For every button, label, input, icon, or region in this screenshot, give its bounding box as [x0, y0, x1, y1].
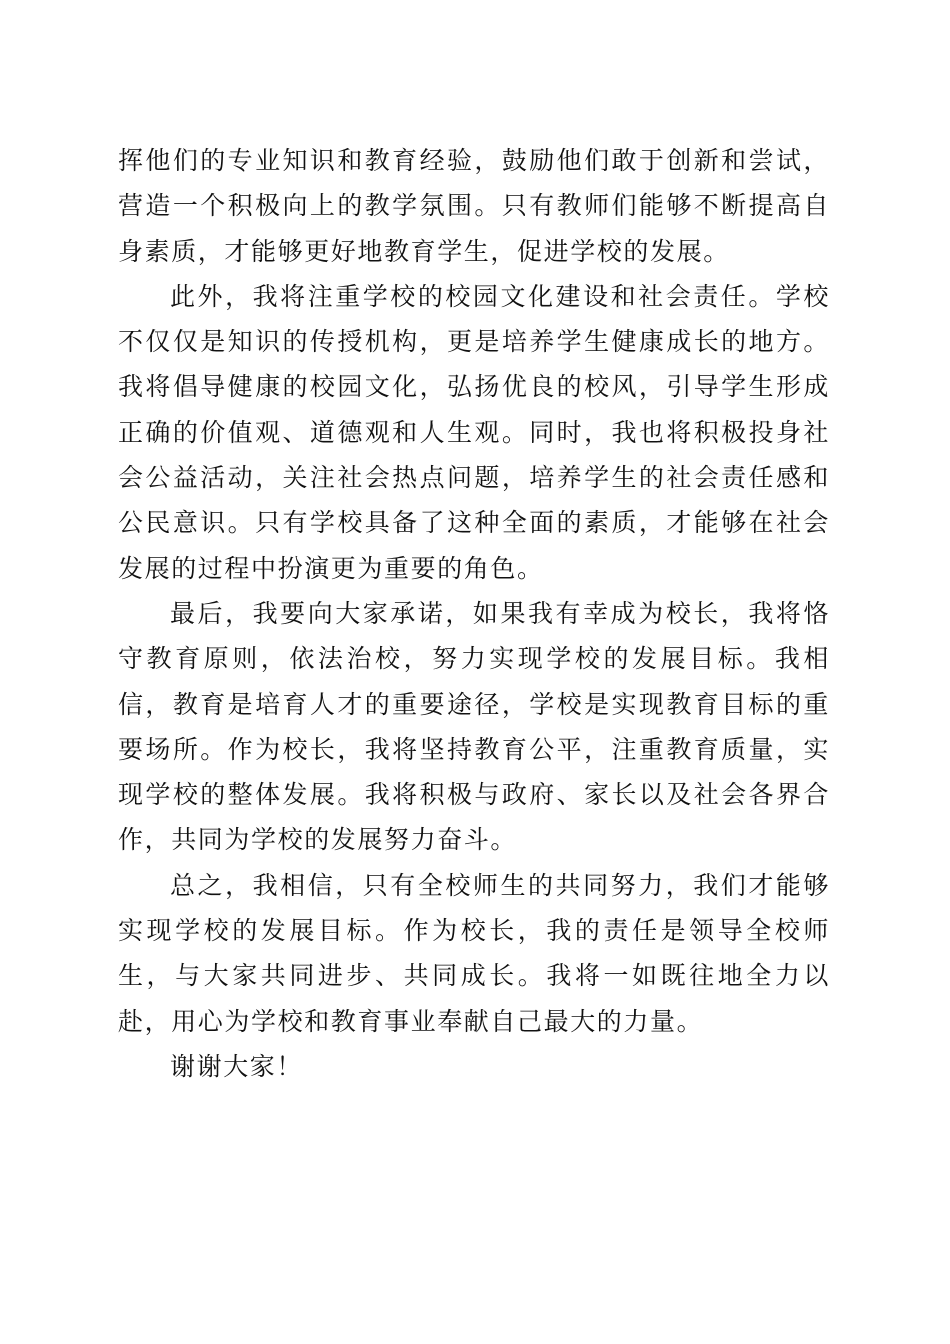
paragraph-continuation: 挥他们的专业知识和教育经验，鼓励他们敢于创新和尝试，营造一个积极向上的教学氛围。只有教师们能够不断提高自身素质，才能够更好地教育学生，促进学校的发展。: [118, 146, 830, 266]
paragraph-thanks: 谢谢大家！: [170, 1051, 304, 1081]
paragraph-commitment: 最后，我要向大家承诺，如果我有幸成为校长，我将恪守教育原则，依法治校，努力实现学校的发展目标。我相信，教育是培育人才的重要途径，学校是实现教育目标的重要场所。作为校长，我将坚持教育公平，注重教育质量，实现学校的整体发展。我将积极与政府、家长以及社会各界合作，共同为学校的发展努力奋斗。: [118, 598, 830, 855]
document-body: [118, 138, 830, 1089]
paragraph-conclusion: 总之，我相信，只有全校师生的共同努力，我们才能够实现学校的发展目标。作为校长，我的责任是领导全校师生，与大家共同进步、共同成长。我将一如既往地全力以赴，用心为学校和教育事业奉献自己最大的力量。: [118, 870, 830, 1036]
paragraph-campus-culture: 此外，我将注重学校的校园文化建设和社会责任。学校不仅仅是知识的传授机构，更是培养学生健康成长的地方。我将倡导健康的校园文化，弘扬优良的校风，引导学生形成正确的价值观、道德观和人生观。同时，我也将积极投身社会公益活动，关注社会热点问题，培养学生的社会责任感和公民意识。只有学校具备了这种全面的素质，才能够在社会发展的过程中扮演更为重要的角色。: [118, 281, 830, 583]
